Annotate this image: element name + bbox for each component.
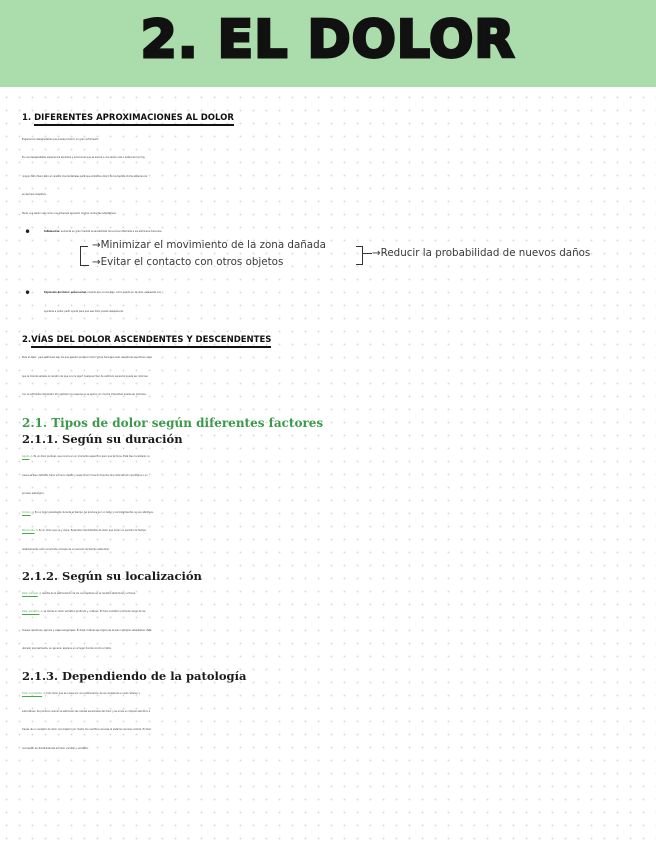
document-body (22, 113, 638, 758)
visceral-text: -> resulta de la estimulación de los nociceptores en la cavidad abdominal y el torax. (37, 591, 136, 595)
arrow-right-icon: → (92, 239, 101, 252)
subsection-2-1-2-title: 2.1.2. Según su localización (22, 568, 202, 583)
s1-line-3: ningún daño físico pero el cerebro manda señales para que sintamos dolor) de los tejidos. Dicha experiencia (22, 174, 148, 178)
section-2-title: VÍAS DEL DOLOR ASCENDENTES Y DESCENDENTES (31, 335, 271, 348)
section-2-heading (22, 335, 638, 345)
nociceptivo-line-1 (22, 685, 638, 703)
s1-line-2: Es una desagradable experiencia sensitiva y emocional que se asocia a una lesión real o potencial (no hay (22, 156, 145, 160)
page-title: 2. EL DOLOR (140, 9, 516, 70)
bullet-expresion (22, 284, 638, 302)
agudo-line-1 (22, 448, 638, 466)
tree-join-bracket (356, 246, 363, 265)
agudo-line-2: causa es bien definida, tiene un inicio rápido y suele ocurrir tras un trauma, una intervención quirúrgica o un (22, 473, 148, 477)
s1-line-4: es siempre subjetiva. (22, 193, 47, 197)
subsection-2-1-1-title: 2.1.1. Según su duración (22, 432, 183, 447)
section-1-title: DIFERENTES APROXIMACIONES AL DOLOR (34, 113, 234, 126)
s1-line-5: Tanto una lesión real como una amenaza de lesión origina conductas adaptativas. (22, 211, 117, 215)
somatico-line-3: ubicado precisamente, en general, aparece en el lugar donde ocurrió el daño. (22, 647, 112, 651)
cronico-term: Crónico (22, 510, 31, 514)
tree-result (372, 247, 590, 259)
section-1-heading (22, 113, 638, 123)
agudo-line-3: proceso patológico. (22, 492, 45, 496)
tree-item-1-label: Minimizar el movimiento de la zona dañada (100, 239, 326, 252)
nociceptivo-text: -> todo dolor que se cause por una estimulación de los receptores a nivel cutáneo y (42, 691, 140, 695)
adaptive-behaviour-tree (80, 239, 638, 280)
subsection-2-1-3-title: 2.1.3. Dependiendo de la patología (22, 668, 247, 683)
expresion-text: Cuando nos ocurre algo, como caerte en la calle, esta señal nos (86, 291, 161, 295)
tree-result-label: Reducir la probabilidad de nuevos daños (380, 247, 591, 260)
s2-line-3: con la suficiente intensidad. Por ejemplo una esponja si se aplica con mucha intensidad puede ser dolorosa. (22, 393, 147, 397)
nociceptivo-line-3: través de un receptor de dolor (nociceptor) por medio de una fibra nerviosa al sistema nervioso central. El dolor (22, 728, 152, 732)
tree-item-2 (92, 256, 283, 268)
inflamacion-text: aumenta en gran medida la sensibilidad de la zona inflamada a los estímulos dolorosos (60, 230, 162, 234)
arrow-right-icon: → (372, 247, 381, 260)
recurrente-term: Recurrente (22, 529, 35, 533)
section-2-number: 2. (22, 335, 32, 346)
tree-join-line (362, 253, 372, 254)
nociceptivo-term: Dolor nociceptivo (22, 691, 43, 695)
recurrente-line-2: relativamente corto recurrente a través de un periodo de tiempo extendido. (22, 547, 110, 551)
title-banner (0, 0, 656, 87)
tree-item-2-label: Evitar el contacto con otros objetos (100, 256, 284, 269)
arrow-right-icon: → (92, 256, 101, 269)
section-1-number: 1. (22, 113, 32, 123)
recurrente-line-1 (22, 522, 638, 540)
recurrente-text: -> Es un dolor que va y viene. Episodios intermitentes de dolor que duran un periodo de tiempo (34, 529, 147, 533)
visceral-term: Dolor visceral (22, 591, 38, 595)
nociceptivo-line-4: nociceptor se divide además en dolor visceral y somático. (22, 746, 89, 750)
expresion-term: Expresión del dolor: señal social. (44, 291, 87, 295)
tree-branch-top (80, 246, 88, 247)
agudo-term: Agudo (22, 455, 30, 459)
s1-line-1: Experiencia desagradable que puede producir un gran sufrimiento (22, 138, 99, 141)
s2-line-1: Para el dolor, ¿qué estímulos son los que pueden producir dolor? ¿Qué hace que esos receptores se activen para (22, 356, 152, 360)
cronico-text: -> Es un dolor persistente durante el tiempo. Se produce por un daño y los tratamientos no son efectivos. (30, 510, 154, 514)
somatico-line-1 (22, 603, 638, 621)
inflamacion-term: Inflamación: (44, 230, 61, 234)
visceral-line (22, 585, 638, 603)
s2-line-2: que le mande señales al cerebro de que ocurre algo? Cualquier tipo de estímulo sensorial puede ser doloroso (22, 374, 148, 378)
tree-branch (80, 246, 89, 266)
subsection-2-1-title: 2.1. Tipos de dolor según diferentes factores (22, 416, 324, 431)
somatico-line-2: huesos, tendones, nervios y vasos sanguíneos. El dolor cutáneo se origina en la piel o el tejido subcutáneo. Está (22, 628, 152, 632)
nociceptivo-line-2: subcutáneo. Se produce cuando se estimulan las células sensoriales del dolor y se envía un impulso eléctrico a (22, 709, 151, 713)
agudo-text: -> Es un dolor puntual, que ocurre en un momento específico pero que termina. Está bien localizado, la (29, 455, 150, 459)
somatico-term: Dolor somático (22, 610, 40, 614)
cronico-line (22, 504, 638, 522)
somatico-text: -> se divide en dolor somático profundo y cutáneo. El dolor somático profundo surge de los (39, 610, 146, 614)
tree-item-1 (92, 239, 326, 251)
expresion-line-2: ayudaría a poder pedir ayuda para que ese dolor pueda desaparecer. (44, 309, 124, 313)
